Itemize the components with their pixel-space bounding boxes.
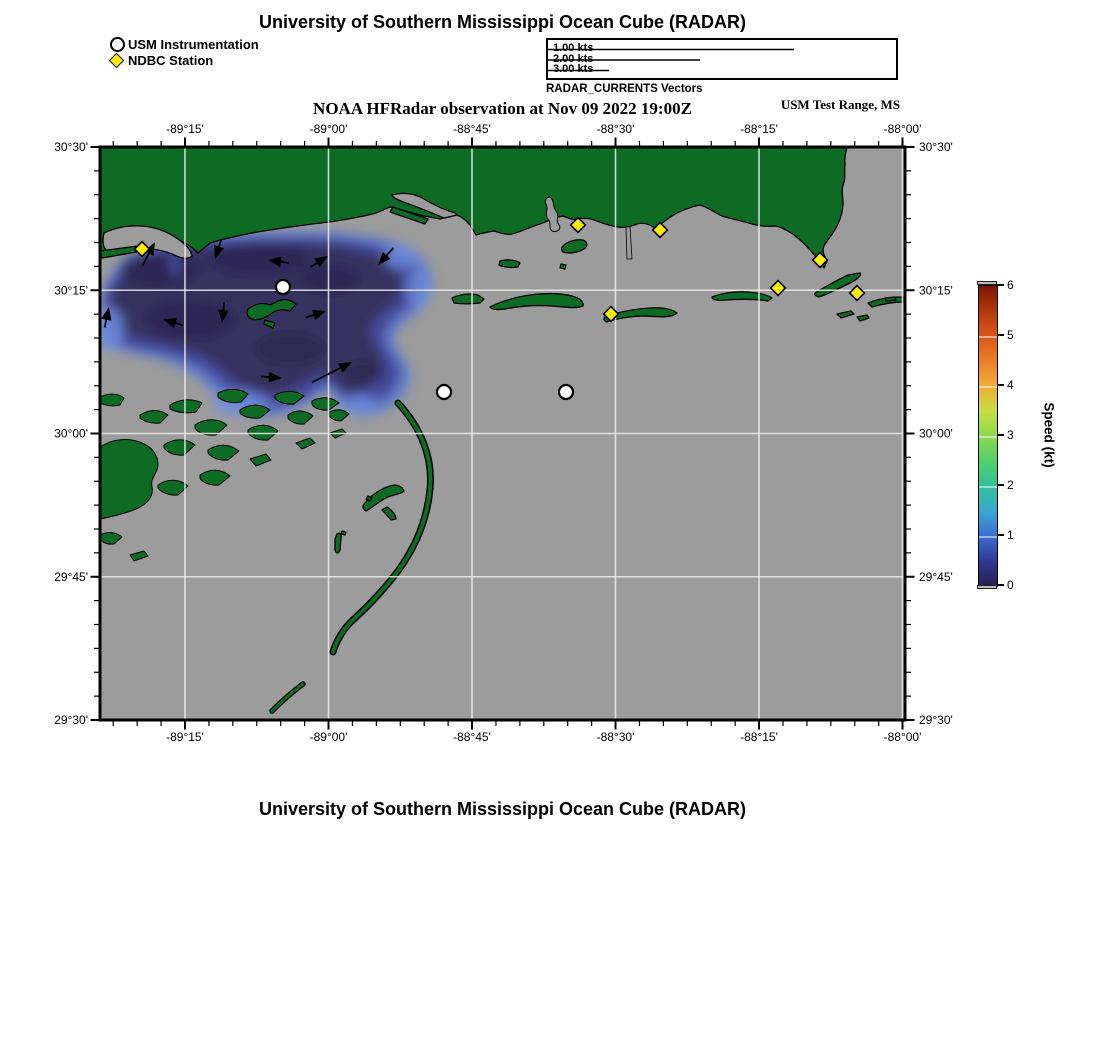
svg-text:-89°15': -89°15' [166, 122, 204, 136]
vector-scale-box [546, 38, 898, 80]
range-label: USM Test Range, MS [780, 97, 900, 112]
svg-text:29°30': 29°30' [919, 713, 953, 727]
colorbar-tick-label: 1 [1007, 528, 1014, 542]
map-legend [110, 36, 259, 68]
colorbar-tick-label: 4 [1007, 378, 1014, 392]
svg-text:30°30': 30°30' [919, 140, 953, 154]
vector-scale-row-label: 2.00 kts [553, 52, 594, 65]
plot-subtitle: NOAA HFRadar observation at Nov 09 2022 19:00Z [313, 99, 692, 118]
usm-instrumentation-marker [559, 385, 573, 399]
svg-text:-89°00': -89°00' [309, 122, 348, 136]
ship-island [452, 294, 484, 304]
svg-text:-89°15': -89°15' [166, 730, 204, 744]
island-bit-3 [885, 297, 896, 301]
colorbar-tick-label: 5 [1007, 328, 1014, 342]
legend-usm-label: USM Instrumentation [128, 36, 259, 52]
svg-text:30°15': 30°15' [919, 283, 953, 298]
svg-text:-88°30': -88°30' [596, 730, 635, 744]
vert-islet [335, 533, 341, 553]
usm-circle-icon [110, 37, 128, 52]
vector-scale-row-label: 3.00 kts [553, 63, 594, 75]
vert-islet-dot [341, 531, 346, 535]
vector-scale-row-label: 1.00 kts [553, 42, 594, 54]
svg-text:-88°00': -88°00' [883, 122, 922, 136]
svg-text:-88°15': -88°15' [740, 122, 778, 136]
usm-instrumentation-marker [276, 280, 290, 294]
svg-text:30°15': 30°15' [54, 283, 88, 298]
usm-instrumentation-marker [437, 385, 451, 399]
vector-scale-caption: RADAR_CURRENTS Vectors [546, 83, 703, 95]
svg-text:29°45': 29°45' [54, 569, 88, 584]
colorbar-tick-label: 3 [1007, 428, 1014, 442]
ndbc-diamond-icon [110, 55, 128, 66]
figure-title-top: University of Southern Mississippi Ocean Cube (RADAR) [258, 12, 747, 32]
svg-text:-88°30': -88°30' [596, 122, 635, 136]
svg-text:-88°15': -88°15' [740, 730, 778, 744]
colorbar-tick-label: 2 [1007, 478, 1014, 492]
svg-text:30°00': 30°00' [919, 426, 953, 441]
svg-text:-88°45': -88°45' [453, 122, 491, 136]
islet-1 [499, 260, 520, 267]
colorbar-label: Speed (kt) [1041, 402, 1057, 468]
map-plot [54, 122, 953, 744]
colorbar [978, 285, 998, 587]
islet-2 [560, 264, 566, 269]
svg-text:30°30': 30°30' [54, 140, 88, 154]
vector-scale-arrows [548, 40, 896, 78]
legend-item-usm [110, 36, 259, 52]
svg-text:-89°00': -89°00' [309, 730, 348, 744]
colorbar-tick-label: 0 [1007, 578, 1014, 592]
svg-text:-88°00': -88°00' [883, 730, 922, 744]
colorbar-tick-label: 6 [1007, 278, 1014, 292]
figure-title-bottom: University of Southern Mississippi Ocean Cube (RADAR) [258, 799, 747, 819]
legend-item-ndbc [110, 52, 259, 68]
svg-text:-88°45': -88°45' [453, 730, 491, 744]
svg-text:29°45': 29°45' [919, 569, 953, 584]
legend-ndbc-label: NDBC Station [128, 52, 214, 68]
colorbar-cap-bottom [977, 585, 997, 589]
svg-text:30°00': 30°00' [54, 426, 88, 441]
svg-text:29°30': 29°30' [54, 713, 88, 727]
